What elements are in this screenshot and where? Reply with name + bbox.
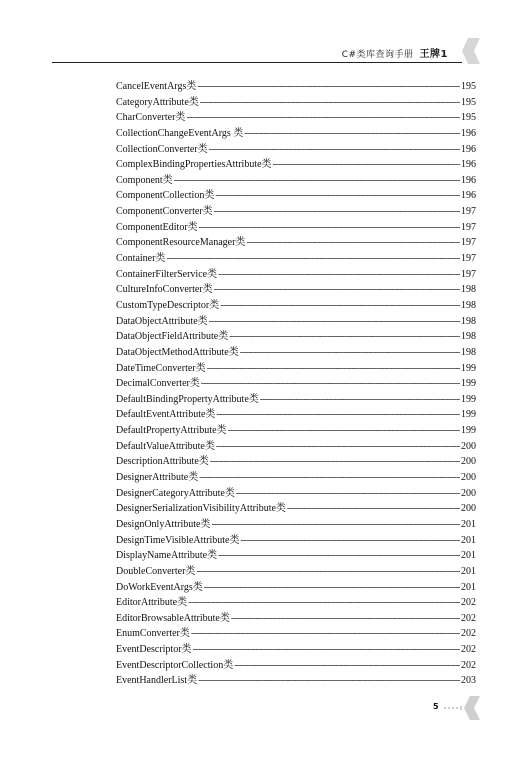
toc-entry-title: DefaultPropertyAttribute类 bbox=[116, 425, 227, 437]
toc-entry-title: DefaultEventAttribute类 bbox=[116, 409, 216, 421]
toc-entry bbox=[116, 548, 476, 564]
toc-entry-page: 202 bbox=[461, 628, 476, 640]
toc-entry bbox=[116, 595, 476, 611]
toc-entry bbox=[116, 533, 476, 549]
toc-entry-page: 199 bbox=[461, 362, 476, 374]
toc-leader bbox=[231, 611, 460, 627]
toc-entry bbox=[116, 673, 476, 689]
toc-leader bbox=[199, 470, 460, 486]
toc-leader bbox=[240, 533, 460, 549]
toc-entry-page: 195 bbox=[461, 112, 476, 124]
toc-leader bbox=[260, 392, 460, 408]
toc-entry bbox=[116, 345, 476, 361]
toc-entry-page: 201 bbox=[461, 534, 476, 546]
brand-name: 王牌1 bbox=[419, 49, 448, 60]
toc-entry-title: DefaultValueAttribute类 bbox=[116, 440, 215, 452]
toc-leader bbox=[215, 188, 460, 204]
toc-leader bbox=[196, 564, 460, 580]
toc-entry bbox=[116, 267, 476, 283]
toc-leader bbox=[198, 673, 460, 689]
toc-leader bbox=[287, 501, 460, 517]
toc-entry-title: CollectionConverter类 bbox=[116, 143, 208, 155]
toc-entry-page: 201 bbox=[461, 550, 476, 562]
toc-entry-page: 198 bbox=[461, 299, 476, 311]
toc-entry-title: CategoryAttribute类 bbox=[116, 96, 199, 108]
toc-entry-page: 197 bbox=[461, 237, 476, 249]
toc-entry-title: DescriptionAttribute类 bbox=[116, 456, 209, 468]
toc-entry bbox=[116, 564, 476, 580]
toc-entry-title: EventDescriptorCollection类 bbox=[116, 659, 234, 671]
toc-entry-page: 197 bbox=[461, 221, 476, 233]
toc-entry bbox=[116, 486, 476, 502]
toc-leader bbox=[218, 548, 460, 564]
toc-leader bbox=[209, 314, 460, 330]
toc-entry-page: 199 bbox=[461, 378, 476, 390]
header-text bbox=[342, 45, 448, 60]
toc-entry bbox=[116, 126, 476, 142]
toc-entry-title: CharConverter类 bbox=[116, 112, 186, 124]
toc-leader bbox=[210, 454, 460, 470]
toc-entry-page: 195 bbox=[461, 81, 476, 92]
toc-leader bbox=[186, 110, 460, 126]
toc-entry-page: 199 bbox=[461, 425, 476, 437]
toc-entry-page: 201 bbox=[461, 518, 476, 530]
toc-entry-page: 200 bbox=[461, 440, 476, 452]
toc-entry bbox=[116, 329, 476, 345]
toc-entry-page: 200 bbox=[461, 472, 476, 484]
toc-entry-title: EventHandlerList类 bbox=[116, 675, 198, 687]
toc-entry bbox=[116, 658, 476, 674]
toc-leader bbox=[166, 251, 460, 267]
toc-entry-title: DesignTimeVisibleAttribute类 bbox=[116, 534, 240, 546]
toc-entry-title: DoubleConverter类 bbox=[116, 565, 196, 577]
toc-entry bbox=[116, 251, 476, 267]
toc-entry-page: 202 bbox=[461, 644, 476, 656]
book-title: C#类库查询手册 bbox=[341, 50, 414, 60]
toc-entry-title: ComponentResourceManager类 bbox=[116, 237, 246, 249]
toc-leader bbox=[199, 220, 460, 236]
toc-leader bbox=[214, 282, 460, 298]
toc-entry bbox=[116, 611, 476, 627]
toc-leader bbox=[229, 329, 460, 345]
toc-entry-title: DisplayNameAttribute类 bbox=[116, 550, 218, 562]
toc-leader bbox=[197, 79, 460, 95]
toc-entry-title: EnumConverter类 bbox=[116, 628, 190, 640]
toc-entry bbox=[116, 407, 476, 423]
toc-entry-page: 197 bbox=[461, 253, 476, 265]
toc-entry bbox=[116, 423, 476, 439]
toc-leader bbox=[273, 157, 460, 173]
toc-entry-title: CultureInfoConverter类 bbox=[116, 284, 213, 296]
toc-entry bbox=[116, 188, 476, 204]
toc-leader bbox=[193, 642, 460, 658]
toc-leader bbox=[236, 486, 460, 502]
toc-entry-title: DesignerCategoryAttribute类 bbox=[116, 487, 235, 499]
toc-entry bbox=[116, 517, 476, 533]
toc-entry bbox=[116, 361, 476, 377]
toc-entry bbox=[116, 235, 476, 251]
footer-ornament-icon bbox=[442, 696, 480, 720]
toc-leader bbox=[201, 376, 460, 392]
toc-entry-page: 202 bbox=[461, 612, 476, 624]
toc-leader bbox=[204, 580, 460, 596]
toc-entry-page: 196 bbox=[461, 143, 476, 155]
toc-entry bbox=[116, 501, 476, 517]
toc-entry-page: 196 bbox=[461, 190, 476, 202]
running-header bbox=[52, 42, 462, 63]
toc-list bbox=[116, 79, 476, 689]
toc-entry-title: DesignerSerializationVisibilityAttribute类 bbox=[116, 503, 286, 515]
toc-entry bbox=[116, 282, 476, 298]
toc-entry bbox=[116, 173, 476, 189]
toc-entry-page: 198 bbox=[461, 331, 476, 343]
toc-entry-title: ComponentEditor类 bbox=[116, 221, 198, 233]
toc-entry-page: 196 bbox=[461, 127, 476, 139]
toc-entry-title: DesignerAttribute类 bbox=[116, 472, 199, 484]
toc-entry bbox=[116, 392, 476, 408]
toc-leader bbox=[216, 439, 460, 455]
toc-entry-title: ContainerFilterService类 bbox=[116, 268, 218, 280]
toc-entry-page: 197 bbox=[461, 206, 476, 218]
corner-tab-icon bbox=[462, 38, 480, 64]
toc-leader bbox=[207, 361, 460, 377]
toc-leader bbox=[218, 267, 460, 283]
toc-entry-title: DataObjectAttribute类 bbox=[116, 315, 208, 327]
toc-entry-page: 195 bbox=[461, 96, 476, 108]
toc-entry bbox=[116, 454, 476, 470]
toc-entry bbox=[116, 220, 476, 236]
toc-entry-title: DataObjectFieldAttribute类 bbox=[116, 331, 229, 343]
toc-entry-page: 197 bbox=[461, 268, 476, 280]
toc-entry-title: EventDescriptor类 bbox=[116, 644, 192, 656]
toc-leader bbox=[214, 204, 460, 220]
toc-entry bbox=[116, 142, 476, 158]
toc-leader bbox=[174, 173, 460, 189]
toc-entry-page: 198 bbox=[461, 315, 476, 327]
toc-entry-page: 201 bbox=[461, 565, 476, 577]
toc-entry-title: DataObjectMethodAttribute类 bbox=[116, 346, 239, 358]
toc-entry bbox=[116, 157, 476, 173]
toc-leader bbox=[191, 626, 460, 642]
toc-entry bbox=[116, 470, 476, 486]
toc-entry-title: CollectionChangeEventArgs 类 bbox=[116, 127, 244, 139]
toc-entry-page: 198 bbox=[461, 284, 476, 296]
toc-entry-title: DoWorkEventArgs类 bbox=[116, 581, 203, 593]
toc-entry-page: 202 bbox=[461, 597, 476, 609]
toc-entry-page: 198 bbox=[461, 346, 476, 358]
toc-entry-page: 201 bbox=[461, 581, 476, 593]
toc-entry bbox=[116, 110, 476, 126]
toc-entry bbox=[116, 79, 476, 95]
toc-entry-page: 202 bbox=[461, 659, 476, 671]
toc-entry-page: 200 bbox=[461, 487, 476, 499]
toc-entry-page: 199 bbox=[461, 393, 476, 405]
toc-leader bbox=[244, 126, 460, 142]
toc-leader bbox=[200, 95, 460, 111]
toc-entry bbox=[116, 298, 476, 314]
toc-entry bbox=[116, 642, 476, 658]
toc-entry-title: ComponentCollection类 bbox=[116, 190, 215, 202]
toc-entry-title: ComponentConverter类 bbox=[116, 206, 213, 218]
toc-leader bbox=[228, 423, 460, 439]
toc-entry bbox=[116, 204, 476, 220]
toc-leader bbox=[234, 658, 460, 674]
toc-entry-title: CancelEventArgs类 bbox=[116, 81, 197, 92]
page-number: 5 bbox=[433, 702, 439, 711]
toc-entry-page: 200 bbox=[461, 503, 476, 515]
toc-entry-title: Container类 bbox=[116, 253, 166, 265]
toc-entry bbox=[116, 314, 476, 330]
toc-entry bbox=[116, 626, 476, 642]
toc-entry-title: DefaultBindingPropertyAttribute类 bbox=[116, 393, 259, 405]
toc-entry bbox=[116, 580, 476, 596]
toc-entry-title: DecimalConverter类 bbox=[116, 378, 200, 390]
toc-entry-title: CustomTypeDescriptor类 bbox=[116, 299, 220, 311]
toc-leader bbox=[220, 298, 460, 314]
toc-leader bbox=[211, 517, 460, 533]
toc-entry bbox=[116, 376, 476, 392]
toc-entry-title: Component类 bbox=[116, 174, 173, 186]
toc-leader bbox=[209, 142, 460, 158]
toc-leader bbox=[246, 235, 460, 251]
toc-entry-page: 199 bbox=[461, 409, 476, 421]
toc-entry-title: DateTimeConverter类 bbox=[116, 362, 206, 374]
toc-entry-title: EditorBrowsableAttribute类 bbox=[116, 612, 230, 624]
toc-entry-title: EditorAttribute类 bbox=[116, 597, 188, 609]
toc-leader bbox=[216, 407, 460, 423]
toc-entry bbox=[116, 439, 476, 455]
toc-entry-page: 196 bbox=[461, 159, 476, 171]
toc-entry-page: 196 bbox=[461, 174, 476, 186]
toc-entry-title: ComplexBindingPropertiesAttribute类 bbox=[116, 159, 272, 171]
toc-entry-page: 200 bbox=[461, 456, 476, 468]
toc-entry-title: DesignOnlyAttribute类 bbox=[116, 518, 211, 530]
toc-entry bbox=[116, 95, 476, 111]
toc-leader bbox=[188, 595, 460, 611]
toc-leader bbox=[240, 345, 460, 361]
toc-entry-page: 203 bbox=[461, 675, 476, 687]
